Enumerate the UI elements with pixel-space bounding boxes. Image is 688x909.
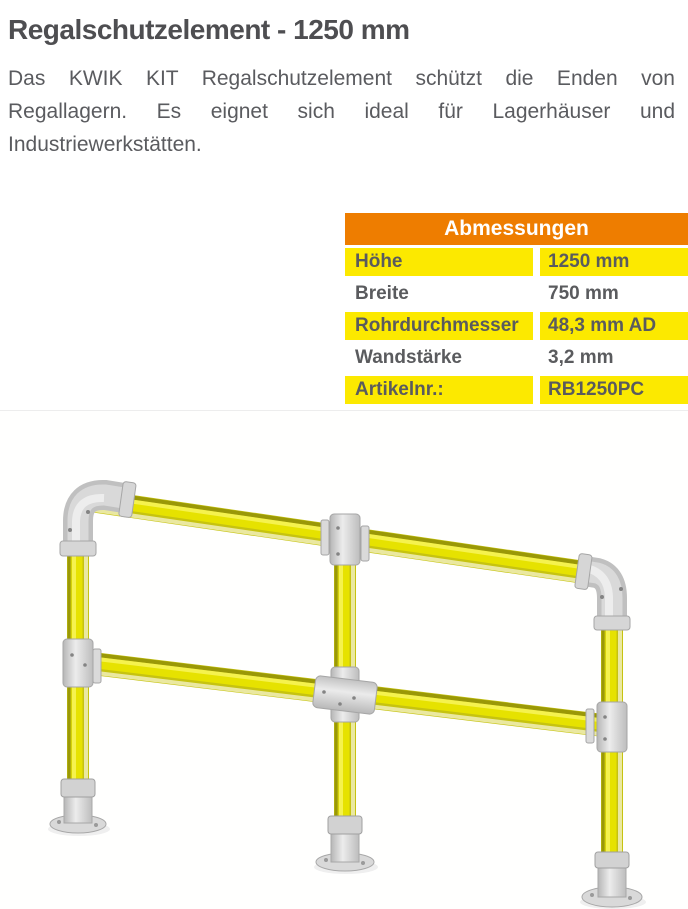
table-row xyxy=(345,344,688,372)
middle-cross-fitting xyxy=(312,667,377,722)
dimension-value: 3,2 mm xyxy=(548,347,614,368)
dimension-label: Rohrdurchmesser xyxy=(345,312,533,340)
dimension-value: 750 mm xyxy=(548,283,619,304)
table-row xyxy=(345,248,688,276)
left-base-flange xyxy=(48,779,110,836)
table-row xyxy=(345,376,688,404)
column-gap xyxy=(533,248,540,276)
dimension-value: 1250 mm xyxy=(540,248,688,276)
dimensions-table xyxy=(345,213,688,408)
column-gap xyxy=(533,376,540,404)
dimension-label: Höhe xyxy=(345,248,533,276)
dimension-value: RB1250PC xyxy=(540,376,688,404)
dimension-label: Breite xyxy=(355,283,409,304)
left-mid-fitting xyxy=(63,639,101,687)
product-image xyxy=(0,410,688,909)
dimensions-table-header: Abmessungen xyxy=(345,213,688,245)
column-gap xyxy=(533,344,540,372)
right-elbow-fitting xyxy=(575,553,630,630)
right-mid-fitting xyxy=(586,702,627,752)
dimension-label: Artikelnr.: xyxy=(345,376,533,404)
table-row xyxy=(345,280,688,308)
column-gap xyxy=(533,312,540,340)
right-base-flange xyxy=(580,852,646,909)
dimension-value: 48,3 mm AD xyxy=(540,312,688,340)
left-elbow-fitting xyxy=(60,481,136,556)
page-title: Regalschutzelement - 1250 mm xyxy=(8,14,410,45)
rack-guard-rendering xyxy=(0,411,688,909)
middle-top-fitting xyxy=(321,514,369,565)
middle-base-flange xyxy=(314,816,378,874)
product-description: Das KWIK KIT Regalschutzelement schützt die Enden von Regallagern. Es eignet sich ideal für Lagerhäuser und Industriewerkstätten. xyxy=(8,67,675,156)
column-gap xyxy=(533,280,540,308)
table-row xyxy=(345,312,688,340)
dimension-label: Wandstärke xyxy=(355,347,462,368)
